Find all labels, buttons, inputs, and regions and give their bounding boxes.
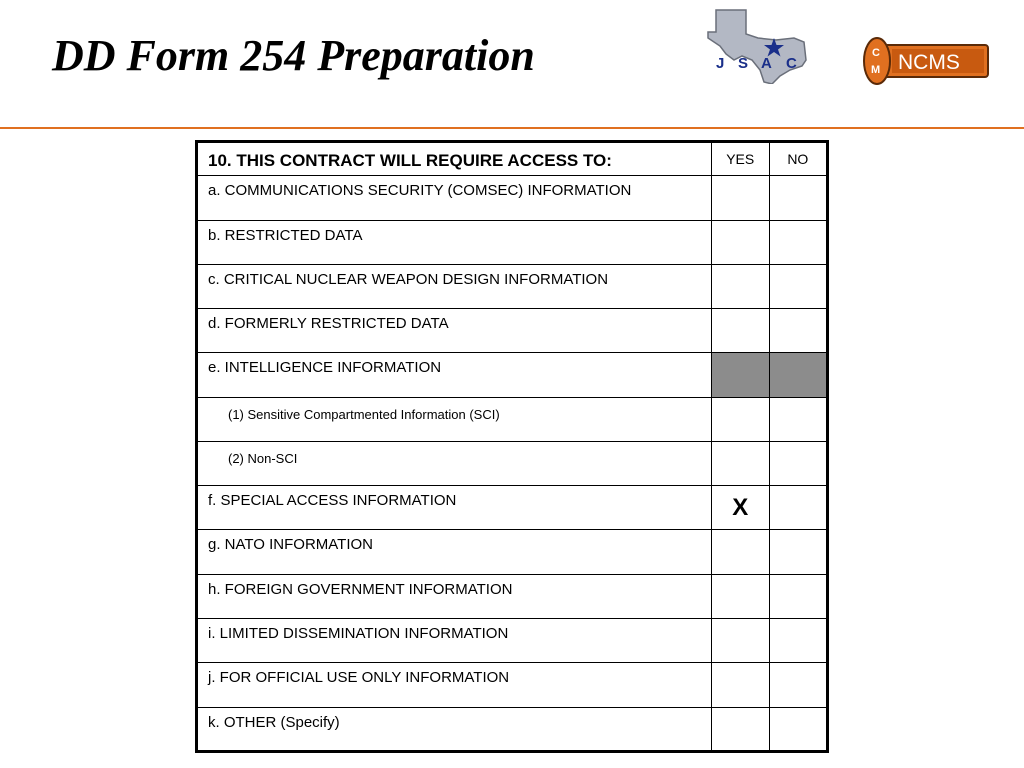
- no-checkbox[interactable]: [769, 663, 827, 707]
- no-checkbox[interactable]: [769, 530, 827, 574]
- yes-checkbox[interactable]: [711, 441, 769, 485]
- yes-checkbox-marked[interactable]: X: [711, 486, 769, 530]
- table-row: [197, 176, 828, 220]
- row-label: h. FOREIGN GOVERNMENT INFORMATION: [197, 574, 712, 618]
- header-no: NO: [769, 142, 827, 176]
- yes-checkbox[interactable]: [711, 176, 769, 220]
- jsac-letter-j: J: [716, 55, 725, 72]
- jsac-logo: [706, 8, 810, 84]
- no-checkbox[interactable]: [769, 486, 827, 530]
- no-checkbox[interactable]: [769, 264, 827, 308]
- row-label: g. NATO INFORMATION: [197, 530, 712, 574]
- no-checkbox[interactable]: [769, 574, 827, 618]
- texas-outline: [708, 10, 806, 84]
- table-header-row: [197, 142, 828, 176]
- no-checkbox[interactable]: [769, 176, 827, 220]
- ncms-emblem-letter-c: C: [872, 47, 880, 59]
- table-row: [197, 619, 828, 663]
- row-label: k. OTHER (Specify): [197, 707, 712, 751]
- ncms-emblem-letter-m: M: [871, 64, 881, 76]
- ncms-emblem: [864, 38, 890, 84]
- table-row: [197, 707, 828, 751]
- no-checkbox[interactable]: [769, 309, 827, 353]
- table-row: [197, 309, 828, 353]
- no-checkbox[interactable]: [769, 441, 827, 485]
- dd254-access-table: [195, 140, 829, 753]
- table-row: [197, 663, 828, 707]
- yes-checkbox[interactable]: [711, 309, 769, 353]
- row-label: j. FOR OFFICIAL USE ONLY INFORMATION: [197, 663, 712, 707]
- yes-checkbox[interactable]: [711, 707, 769, 751]
- yes-checkbox[interactable]: [711, 220, 769, 264]
- ncms-logo: [862, 36, 990, 86]
- table-row: [197, 220, 828, 264]
- yes-cell-shaded: [711, 353, 769, 397]
- table-row: [197, 441, 828, 485]
- slide-title: DD Form 254 Preparation: [52, 31, 535, 80]
- title-divider: [0, 127, 1024, 129]
- no-checkbox[interactable]: [769, 220, 827, 264]
- row-label: f. SPECIAL ACCESS INFORMATION: [197, 486, 712, 530]
- table-row: [197, 486, 828, 530]
- yes-checkbox[interactable]: [711, 530, 769, 574]
- table-row: [197, 574, 828, 618]
- jsac-letter-c: C: [786, 55, 797, 72]
- table-row: [197, 264, 828, 308]
- ncms-text: NCMS: [898, 51, 960, 74]
- row-label: (1) Sensitive Compartmented Information (SCI): [197, 397, 712, 441]
- yes-checkbox[interactable]: [711, 663, 769, 707]
- table-row: [197, 530, 828, 574]
- no-checkbox[interactable]: [769, 707, 827, 751]
- yes-checkbox[interactable]: [711, 397, 769, 441]
- row-label: b. RESTRICTED DATA: [197, 220, 712, 264]
- row-label: a. COMMUNICATIONS SECURITY (COMSEC) INFORMATION: [197, 176, 712, 220]
- header-label: 10. THIS CONTRACT WILL REQUIRE ACCESS TO:: [197, 142, 712, 176]
- jsac-letter-a: A: [761, 55, 772, 72]
- jsac-letter-s: S: [738, 55, 749, 72]
- row-label: d. FORMERLY RESTRICTED DATA: [197, 309, 712, 353]
- yes-checkbox[interactable]: [711, 264, 769, 308]
- row-label: i. LIMITED DISSEMINATION INFORMATION: [197, 619, 712, 663]
- no-checkbox[interactable]: [769, 397, 827, 441]
- yes-checkbox[interactable]: [711, 619, 769, 663]
- no-cell-shaded: [769, 353, 827, 397]
- table-row: [197, 353, 828, 397]
- row-label: (2) Non-SCI: [197, 441, 712, 485]
- row-label: e. INTELLIGENCE INFORMATION: [197, 353, 712, 397]
- row-label: c. CRITICAL NUCLEAR WEAPON DESIGN INFORMATION: [197, 264, 712, 308]
- header-yes: YES: [711, 142, 769, 176]
- table-row: [197, 397, 828, 441]
- no-checkbox[interactable]: [769, 619, 827, 663]
- yes-checkbox[interactable]: [711, 574, 769, 618]
